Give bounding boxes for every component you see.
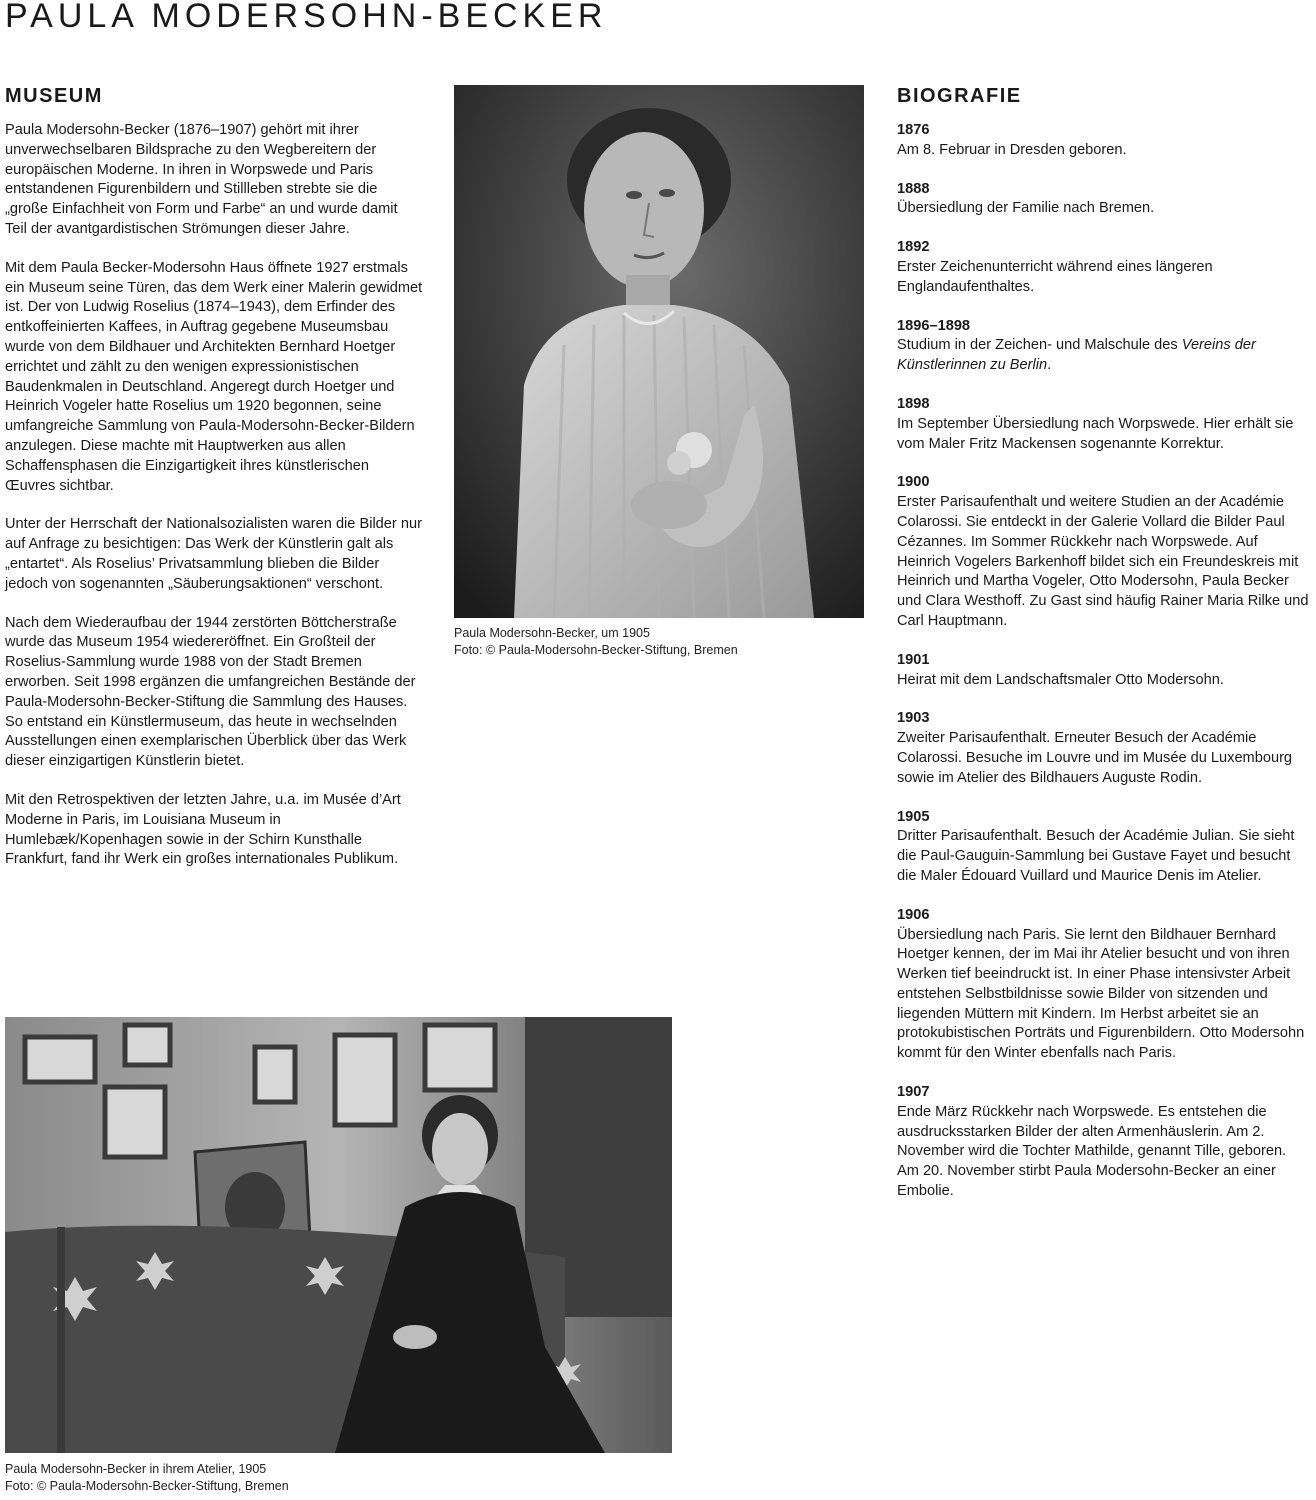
bio-text [897, 336, 1311, 376]
bio-text: Erster Zeichenunterricht während eines längeren Englandaufenthaltes. [897, 258, 1213, 295]
bio-year: 1896–1898 [897, 317, 971, 334]
bio-entry [897, 395, 1311, 454]
bio-year: 1907 [897, 1084, 930, 1101]
bio-entry [897, 1083, 1311, 1202]
portrait-caption [454, 625, 738, 659]
bio-entry [897, 709, 1311, 788]
portrait-caption-title: Paula Modersohn-Becker, um 1905 [454, 626, 650, 640]
museum-paragraph: Mit den Retrospektiven der letzten Jahre, u.a. im Musée d’Art Moderne in Paris, im Louisiana Museum in Humlebæk/Kopenhagen sowie in der Schirn Kunsthalle Frankfurt, fand ihr Werk ein großes internationales Publikum. [5, 791, 401, 868]
bio-text: Übersiedlung der Familie nach Bremen. [897, 200, 1155, 217]
museum-paragraph: Paula Modersohn-Becker (1876–1907) gehört mit ihrer unverwechselbaren Bildsprache zu den Wegbereitern der europäischen Moderne. In ihren in Worpswede und Paris entstandenen Figurenbildern und Stillleben strebte sie die „große Einfachheit von Form und Farbe“ an und wurde damit Teil der avantgardistischen Strömungen dieser Jahre. [5, 122, 398, 237]
bio-year: 1903 [897, 710, 930, 727]
bio-entry [897, 808, 1311, 887]
bio-entry [897, 180, 1311, 220]
bio-year: 1906 [897, 906, 930, 923]
bio-entry [897, 238, 1311, 297]
bio-text: Erster Parisaufenthalt und weitere Studien an der Académie Colarossi. Sie entdeckt in der Galerie Vollard die Bilder Paul Cézannes. Im Sommer Rückkehr nach Worpswede. Auf Heinrich Vogelers Barkenhoff bildet sich ein Freundeskreis mit Heinrich und Martha Vogeler, Otto Modersohn, Paula Becker und Clara Westhoff. Zu Gast sind häufig Rainer Maria Rilke und Carl Hauptmann. [897, 494, 1309, 629]
bio-year: 1900 [897, 474, 930, 491]
bio-year: 1898 [897, 395, 930, 412]
atelier-photo [5, 1017, 672, 1453]
bio-text: Übersiedlung nach Paris. Sie lernt den Bildhauer Bernhard Hoetger kennen, der im Mai ihr Atelier besucht und von ihren Werken tief beeindruckt ist. In einer Phase intensivster Arbeit entstehen Selbstbildnisse sowie Bilder von sitzenden und liegenden Müttern mit Kindern. Im Herbst arbeitet sie an protokubistischen Porträts und Figurenbildern. Otto Modersohn kommt für den Winter ebenfalls nach Paris. [897, 926, 1305, 1062]
bio-entry [897, 317, 1311, 376]
biografie-list [897, 121, 1311, 1221]
bio-year: 1901 [897, 651, 930, 668]
portrait-caption-credit: Foto: © Paula-Modersohn-Becker-Stiftung, Bremen [454, 643, 738, 657]
atelier-caption [5, 1461, 289, 1495]
museum-paragraph: Unter der Herrschaft der Nationalsozialisten waren die Bilder nur auf Anfrage zu besichtigen: Das Werk der Künstlerin galt als „entartet“. Als Roselius’ Privatsammlung blieben die Bilder jedoch von sogenannten „Säuberungsaktionen“ verschont. [5, 516, 422, 592]
bio-text: Dritter Parisaufenthalt. Besuch der Académie Julian. Sie sieht die Paul-Gauguin-Sammlung bei Gustave Fayet und besucht die Maler Édouard Vuillard und Maurice Denis im Atelier. [897, 828, 1295, 884]
museum-heading: MUSEUM [5, 85, 103, 107]
bio-entry [897, 906, 1311, 1064]
bio-text-part: Studium in der Zeichen- und Malschule des [897, 337, 1178, 354]
bio-year: 1892 [897, 239, 930, 256]
bio-year: 1888 [897, 180, 930, 197]
biografie-heading: BIOGRAFIE [897, 85, 1022, 107]
museum-text [5, 121, 423, 889]
bio-text: Ende März Rückkehr nach Worpswede. Es entstehen die ausdrucksstarken Bilder der alten Armenhäuslerin. Am 2. November wird die Tochter Mathilde, genannt Tille, geboren. Am 20. November stirbt Paula Modersohn-Becker an einer Embolie. [897, 1103, 1287, 1200]
bio-year: 1905 [897, 808, 930, 825]
bio-entry [897, 651, 1311, 691]
bio-entry [897, 473, 1311, 631]
bio-year: 1876 [897, 122, 930, 138]
bio-text: Im September Übersiedlung nach Worpswede. Hier erhält sie vom Maler Fritz Mackensen sogenannte Korrektur. [897, 415, 1294, 452]
portrait-photo [454, 85, 864, 618]
bio-text: Zweiter Parisaufenthalt. Erneuter Besuch der Académie Colarossi. Besuche im Louvre und im Musée du Luxembourg sowie im Atelier des Bildhauers Auguste Rodin. [897, 730, 1293, 786]
bio-text-italic: Vereins der Künstlerinnen zu Berlin [897, 337, 1256, 374]
bio-text: Heirat mit dem Landschaftsmaler Otto Modersohn. [897, 671, 1224, 688]
atelier-caption-credit: Foto: © Paula-Modersohn-Becker-Stiftung, Bremen [5, 1479, 289, 1493]
museum-paragraph: Mit dem Paula Becker-Modersohn Haus öffnete 1927 erstmals ein Museum seine Türen, das dem Werk einer Malerin gewidmet ist. Der von Ludwig Roselius (1874–1943), dem Erfinder des entkoffeinierten Kaffees, in Auftrag gegebene Museumsbau wurde von dem Bildhauer und Architekten Bernhard Hoetger errichtet und zählt zu den wenigen expressionistischen Baudenkmalen in Deutschland. Angeregt durch Hoetger und Heinrich Vogeler hatte Roselius um 1920 begonnen, seine umfangreiche Sammlung von Paula-Modersohn-Becker-Bildern anzulegen. Diese machte mit Hauptwerken aus allen Schaffensphasen die Einzigartigkeit ihres künstlerischen Œuvres sichtbar. [5, 259, 423, 494]
bio-text: Am 8. Februar in Dresden geboren. [897, 141, 1127, 158]
museum-paragraph: Nach dem Wiederaufbau der 1944 zerstörten Böttcherstraße wurde das Museum 1954 wiedereröffnet. Ein Großteil der Roselius-Sammlung wurde 1988 von der Stadt Bremen erworben. Seit 1998 ergänzen die umfangreichen Bestände der Paula-Modersohn-Becker-Stiftung die Sammlung des Hauses. So entstand ein Künstlermuseum, das heute in wechselnden Ausstellungen einen exemplarischen Überblick über das Werk dieser einzigartigen Künstlerin bietet. [5, 614, 416, 770]
bio-entry [897, 121, 1311, 161]
bio-text-end: . [1047, 357, 1052, 374]
atelier-caption-title: Paula Modersohn-Becker in ihrem Atelier, 1905 [5, 1462, 267, 1476]
page-title: PAULA MODERSOHN-BECKER [5, 0, 608, 35]
